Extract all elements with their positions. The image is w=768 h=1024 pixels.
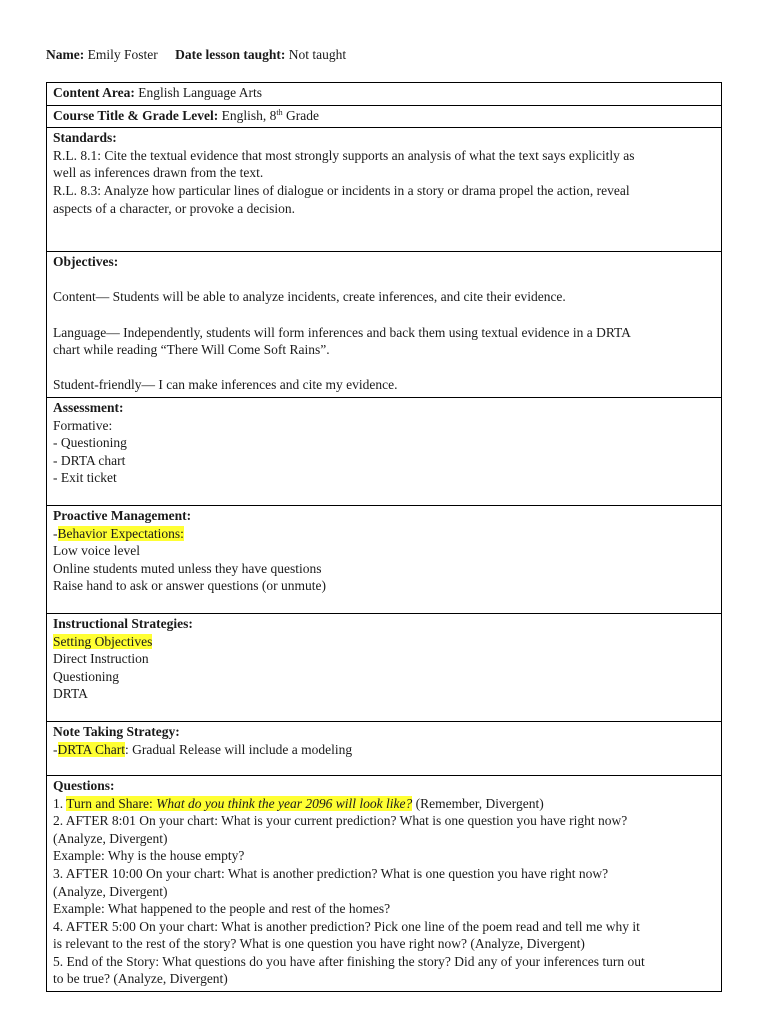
content-area-row xyxy=(47,83,722,106)
strategies-row xyxy=(47,613,722,721)
assessment-item: - Exit ticket xyxy=(53,470,117,486)
question-line: 2. AFTER 8:01 On your chart: What is your current prediction? What is one question you have right now? xyxy=(53,813,628,829)
question-line: 4. AFTER 5:00 On your chart: What is another prediction? Pick one line of the poem read and tell me why it xyxy=(53,918,640,934)
name-label: Name: xyxy=(46,47,85,62)
objective-language: Language— Independently, students will form inferences and back them using textual evidence in a DRTA xyxy=(53,324,631,340)
strategies-label: Instructional Strategies: xyxy=(53,615,193,631)
assessment-item: Formative: xyxy=(53,417,113,433)
question-line: 5. End of the Story: What questions do you have after finishing the story? Did any of your inferences turn out xyxy=(53,953,645,969)
name-value: Emily Foster xyxy=(87,47,158,62)
objectives-row xyxy=(47,252,722,398)
assessment-label: Assessment: xyxy=(53,399,124,415)
lesson-header xyxy=(46,47,346,63)
standard-line: R.L. 8.3: Analyze how particular lines of dialogue or incidents in a story or drama propel the action, reveal xyxy=(53,182,630,198)
note-taking-label: Note Taking Strategy: xyxy=(53,723,180,739)
strategy-item: Direct Instruction xyxy=(53,651,149,667)
strategy-item: Questioning xyxy=(53,668,119,684)
management-item: Low voice level xyxy=(53,543,140,559)
course-row xyxy=(47,105,722,128)
date-value: Not taught xyxy=(288,47,347,62)
turn-and-share-highlight: Turn and Share: xyxy=(66,795,157,811)
management-row xyxy=(47,505,722,613)
content-area-label: Content Area: xyxy=(53,85,135,100)
lesson-plan-table xyxy=(46,82,722,992)
assessment-item: - Questioning xyxy=(53,435,127,451)
date-label: Date lesson taught: xyxy=(175,47,286,62)
standard-line: aspects of a character, or provoke a decision. xyxy=(53,200,295,216)
note-taking-row xyxy=(47,721,722,775)
question-line: is relevant to the rest of the story? What is one question you have right now? (Analyze, Divergent) xyxy=(53,936,585,952)
objectives-label: Objectives: xyxy=(53,254,119,270)
setting-objectives-highlight: Setting Objectives xyxy=(53,633,153,649)
question-line: Example: What happened to the people and rest of the homes? xyxy=(53,901,391,917)
course-value: English, 8th Grade xyxy=(221,107,319,123)
standard-line: well as inferences drawn from the text. xyxy=(53,165,264,181)
questions-row xyxy=(47,775,722,991)
content-area-value: English Language Arts xyxy=(138,85,262,100)
drta-chart-highlight: DRTA Chart xyxy=(57,741,125,757)
question-1-italic: What do you think the year 2096 will look like? xyxy=(156,795,413,811)
objective-student-friendly: Student-friendly— I can make inferences and cite my evidence. xyxy=(53,377,398,393)
behavior-expectations-highlight: Behavior Expectations: xyxy=(57,525,184,541)
course-label: Course Title & Grade Level: xyxy=(53,107,219,123)
objective-language-cont: chart while reading “There Will Come Soft Rains”. xyxy=(53,342,330,358)
question-line: (Analyze, Divergent) xyxy=(53,830,168,846)
question-line: (Analyze, Divergent) xyxy=(53,883,168,899)
management-heading: -Behavior Expectations: xyxy=(53,525,184,541)
management-label: Proactive Management: xyxy=(53,507,192,523)
note-taking-text: -DRTA Chart: Gradual Release will include a modeling xyxy=(53,741,353,757)
standards-row xyxy=(47,128,722,252)
question-1: 1. Turn and Share: What do you think the year 2096 will look like? (Remember, Divergent) xyxy=(53,795,544,811)
management-item: Online students muted unless they have questions xyxy=(53,560,322,576)
assessment-item: - DRTA chart xyxy=(53,452,126,468)
strategy-item: DRTA xyxy=(53,686,88,702)
management-item: Raise hand to ask or answer questions (or unmute) xyxy=(53,578,326,594)
assessment-row xyxy=(47,397,722,505)
question-line: 3. AFTER 10:00 On your chart: What is another prediction? What is one question you have right now? xyxy=(53,865,609,881)
question-line: Example: Why is the house empty? xyxy=(53,848,245,864)
standard-line: R.L. 8.1: Cite the textual evidence that most strongly supports an analysis of what the text says explicitly as xyxy=(53,147,635,163)
question-line: to be true? (Analyze, Divergent) xyxy=(53,971,228,987)
standards-label: Standards: xyxy=(53,130,117,146)
objective-content: Content— Students will be able to analyze incidents, create inferences, and cite their evidence. xyxy=(53,289,566,305)
questions-label: Questions: xyxy=(53,777,115,793)
